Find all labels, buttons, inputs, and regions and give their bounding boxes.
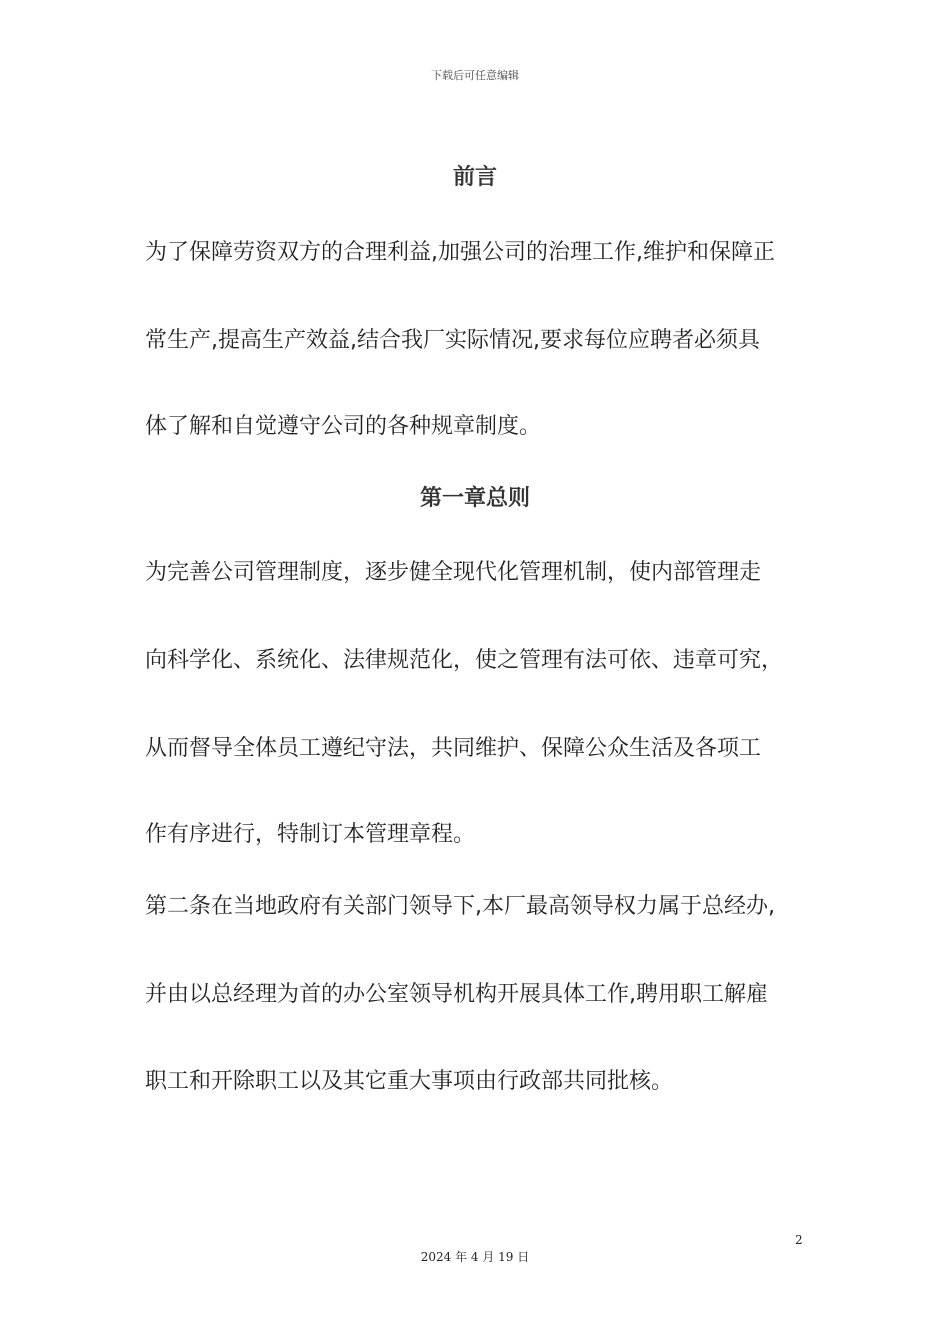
chapter1-title: 第一章总则 — [419, 486, 530, 511]
chapter1-para1-line-1: 为完善公司管理制度，逐步健全现代化管理机制，使内部管理走 — [145, 560, 762, 585]
header-note: 下载后可任意编辑 — [431, 69, 519, 82]
chapter1-para1-line-2: 向科学化、系统化、法律规范化，使之管理有法可依、违章可究， — [145, 648, 784, 673]
chapter1-para2-line-1: 第二条在当地政府有关部门领导下,本厂最高领导权力属于总经办, — [145, 894, 775, 919]
preface-line-2: 常生产,提高生产效益,结合我厂实际情况,要求每位应聘者必须具 — [145, 328, 760, 353]
chapter1-para2-line-2: 并由以总经理为首的办公室领导机构开展具体工作,聘用职工解雇 — [145, 982, 768, 1007]
page-number: 2 — [795, 1233, 803, 1247]
chapter1-para2-line-3: 职工和开除职工以及其它重大事项由行政部共同批核。 — [145, 1069, 674, 1094]
preface-title: 前言 — [452, 165, 497, 190]
footer-date: 2024 年 4 月 19 日 — [420, 1250, 530, 1264]
chapter1-para1-line-4: 作有序进行，特制订本管理章程。 — [145, 822, 476, 847]
preface-line-1: 为了保障劳资双方的合理利益,加强公司的治理工作,维护和保障正 — [145, 240, 775, 265]
chapter1-para1-line-3: 从而督导全体员工遵纪守法，共同维护、保障公众生活及各项工 — [145, 736, 762, 761]
preface-line-3: 体了解和自觉遵守公司的各种规章制度。 — [145, 414, 542, 439]
